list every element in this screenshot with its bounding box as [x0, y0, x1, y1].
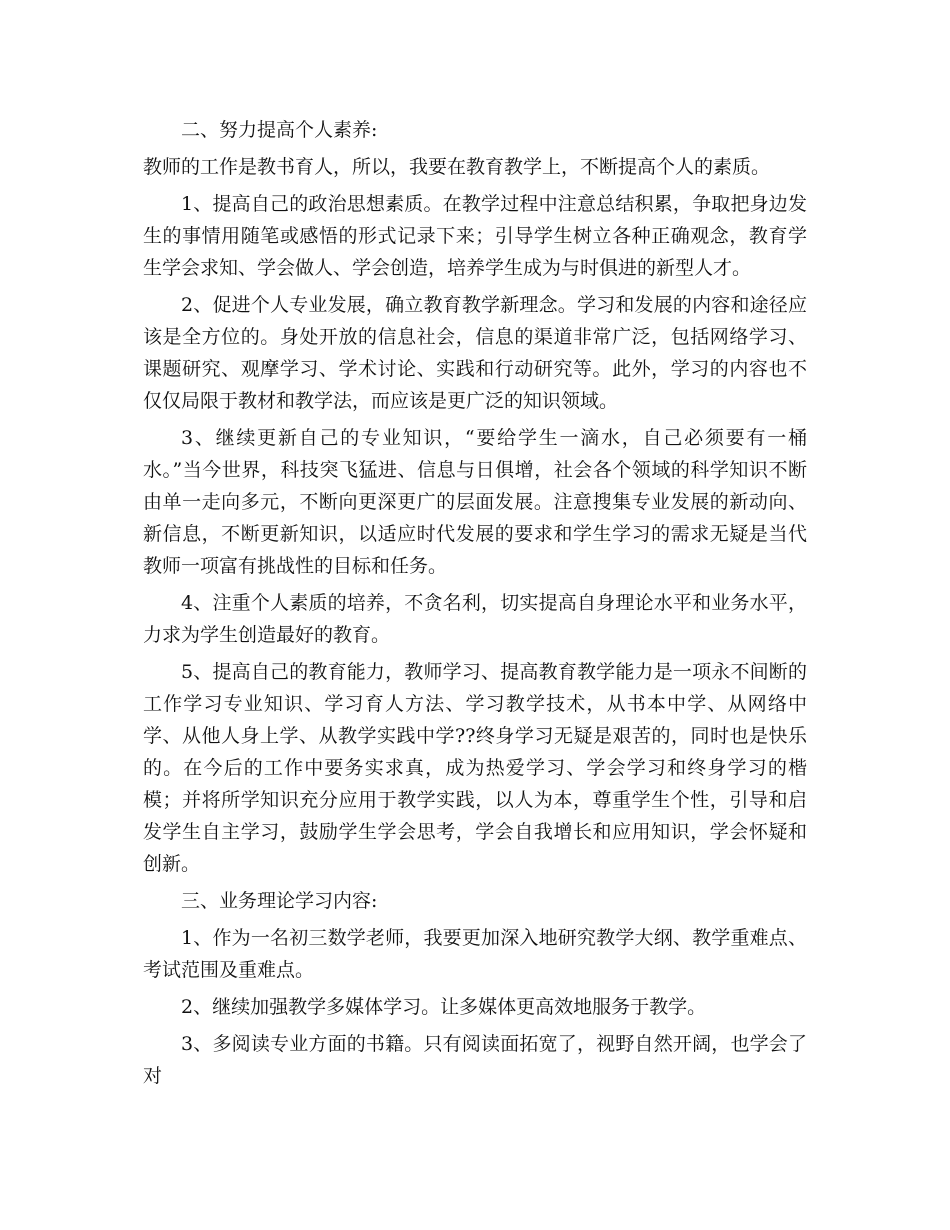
- section-intro-paragraph: 教师的工作是教书育人，所以，我要在教育教学上，不断提高个人的素质。: [143, 156, 771, 178]
- section-heading-study-content: 三、业务理论学习内容:: [181, 890, 378, 912]
- paragraph-item-1: 1、提高自己的政治思想素质。在教学过程中注意总结积累，争取把身边发生的事情用随笔或感悟的形式记录下来；引导学生树立各种正确观念，教育学生学会求知、学会做人、学会创造，培养学生成为与时俱进的新型人才。: [143, 193, 807, 279]
- paragraph-item-4: 4、注重个人素质的培养，不贪名利，切实提高自身理论水平和业务水平，力求为学生创造最好的教育。: [143, 592, 807, 646]
- paragraph-item-2: 2、促进个人专业发展，确立教育教学新理念。学习和发展的内容和途径应该是全方位的。身处开放的信息社会，信息的渠道非常广泛，包括网络学习、课题研究、观摩学习、学术讨论、实践和行动研究等。此外，学习的内容也不仅仅局限于教材和教学法，而应该是更广泛的知识领域。: [143, 294, 807, 412]
- document-body: [143, 114, 807, 1097]
- paragraph-item-3: 3、继续更新自己的专业知识，“要给学生一滴水，自己必须要有一桶水。”当今世界，科技突飞猛进、信息与日俱增，社会各个领域的科学知识不断由单一走向多元，不断向更深更广的层面发展。注意搜集专业发展的新动向、新信息，不断更新知识，以适应时代发展的要求和学生学习的需求无疑是当代教师一项富有挑战性的目标和任务。: [143, 427, 807, 577]
- study-item-1: 1、作为一名初三数学老师，我要更加深入地研究教学大纲、教学重难点、考试范围及重难点。: [143, 927, 807, 981]
- study-item-3: 3、多阅读专业方面的书籍。只有阅读面拓宽了，视野自然开阔，也学会了对: [143, 1033, 807, 1087]
- paragraph-item-5: 5、提高自己的教育能力，教师学习、提高教育教学能力是一项永不间断的工作学习专业知识、学习育人方法、学习教学技术，从书本中学、从网络中学、从他人身上学、从教学实践中学??终身学习无疑是艰苦的，同时也是快乐的。在今后的工作中要务实求真，成为热爱学习、学会学习和终身学习的楷模；并将所学知识充分应用于教学实践，以人为本，尊重学生个性，引导和启发学生自主学习，鼓励学生学会思考，学会自我增长和应用知识，学会怀疑和创新。: [143, 661, 807, 875]
- section-heading-personal-quality: 二、努力提高个人素养:: [181, 119, 378, 141]
- study-item-2: 2、继续加强教学多媒体学习。让多媒体更高效地服务于教学。: [181, 996, 707, 1018]
